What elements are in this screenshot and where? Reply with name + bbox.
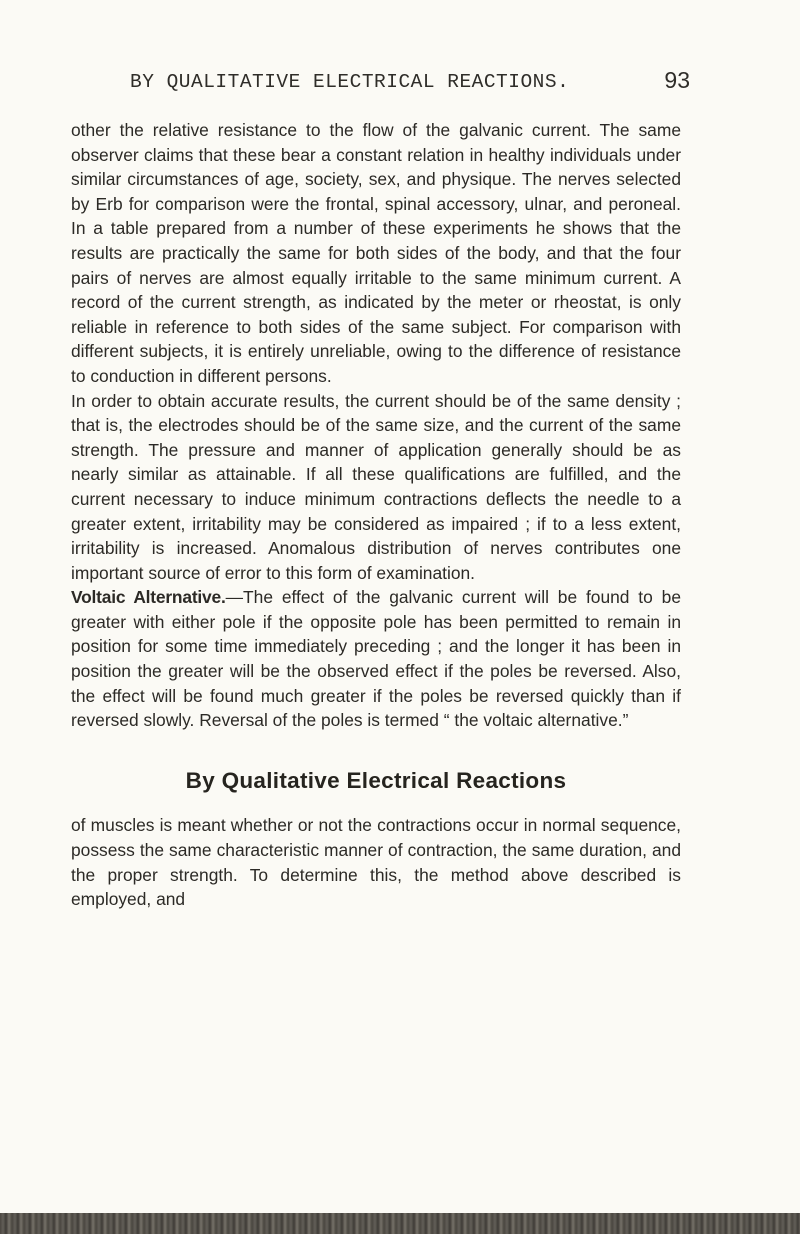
body-text xyxy=(71,118,681,912)
paragraph-voltaic-alternative xyxy=(71,585,681,733)
section-heading: By Qualitative Electrical Reactions xyxy=(185,767,567,793)
voltaic-alternative-text: —The effect of the galvanic current will be found to be greater with either pole if the opposite pole has been permitted to remain in position for some time immediately preceding ; and the longer it has been in position the greater will be the observed effect if the poles be reversed. Also, the effect will be found much greater if the poles be reversed quickly than if reversed slowly. Reversal of the poles is termed “ the voltaic alternative.” xyxy=(71,587,681,731)
running-head xyxy=(130,67,690,93)
paragraph-qualitative-reactions: of muscles is meant whether or not the contractions occur in normal sequence, possess the same characteristic manner of contraction, the same duration, and the proper strength. To determine this, the method above described is employed, and xyxy=(71,815,681,910)
paragraph-accurate-results: In order to obtain accurate results, the current should be of the same density ; that is, the electrodes should be of the same size, and the current of the same strength. The pressure and manner of application generally should be as nearly similar as attainable. If all these qualifications are fulfilled, and the current necessary to induce minimum contractions deflects the needle to a greater extent, irritability may be considered as impaired ; if to a less extent, irritability is increased. Anomalous distribution of nerves contributes one important source of error to this form of examination. xyxy=(71,390,681,583)
scan-edge xyxy=(0,1213,800,1234)
page-number: 93 xyxy=(664,67,690,93)
voltaic-alternative-heading: Voltaic Alternative. xyxy=(71,587,226,608)
paragraph-relative-resistance: other the relative resistance to the flow of the galvanic current. The same observer claims that these bear a constant relation in healthy individuals under similar circumstances of age, society, sex, and physique. The nerves selected by Erb for comparison were the frontal, spinal accessory, ulnar, and peroneal. In a table prepared from a number of these experiments he shows that the results are practically the same for both sides of the body, and that the four pairs of nerves are almost equally irritable to the same minimum current. A record of the current strength, as indicated by the meter or rheostat, is only reliable in reference to both sides of the same subject. For comparison with different subjects, it is entirely unreliable, owing to the difference of resistance to conduction in different persons. xyxy=(71,120,681,386)
running-head-title: BY QUALITATIVE ELECTRICAL REACTIONS. xyxy=(130,71,570,93)
